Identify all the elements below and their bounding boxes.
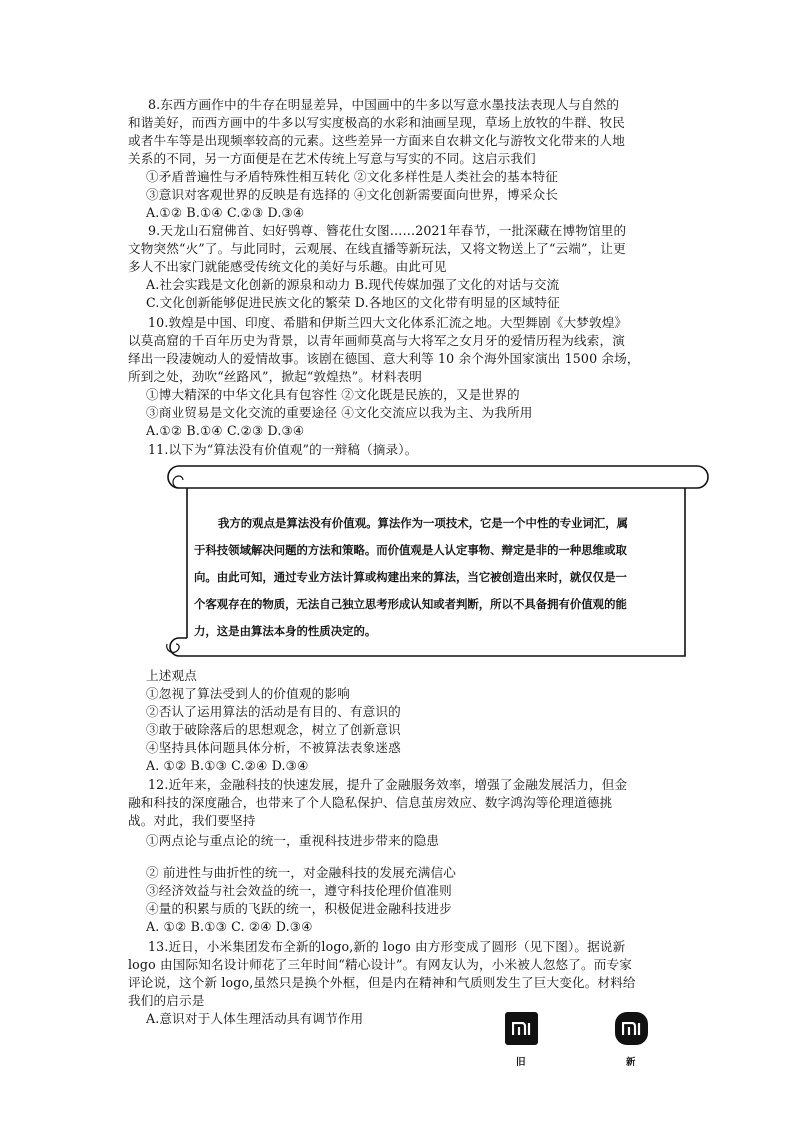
q8-choices: A.①② B.①④ C.②③ D.③④ xyxy=(146,205,305,220)
q9-line-2: 文物突然“火”了。与此同时，云观展、在线直播等新玩法，又将文物送上了“云端”，让更 xyxy=(128,241,626,256)
q10-line-2: 以莫高窟的千百年历史为背景，以青年画师莫高与大将军之女月牙的爱情历程为线索，演 xyxy=(128,333,626,348)
q8-line-3: 或者牛车等是出现频率较高的元素。这些差异一方面来自农耕文化与游牧文化带来的人地 xyxy=(128,133,626,148)
q11-option-2: ②否认了运用算法的活动是有目的、有意识的 xyxy=(146,704,401,719)
q9-line-1: 9.天龙山石窟佛首、妇好鸮尊、簪花仕女图……2021年春节，一批深藏在博物馆里的 xyxy=(148,223,627,238)
scroll-text xyxy=(194,510,686,645)
q12-line-1: 12.近年来，金融科技的快速发展，提升了金融服务效率，增强了金融发展活力，但金 xyxy=(148,777,628,792)
xiaomi-new-logo-icon xyxy=(615,1012,648,1045)
q12-option-2: ② 前进性与曲折性的统一，对金融科技的发展充满信心 xyxy=(146,865,457,880)
q13-option-a: A.意识对于人体生理活动具有调节作用 xyxy=(146,1011,364,1026)
q13-line-3: 评论说，这个新 logo,虽然只是换个外框，但是内在精神和气质则发生了巨大变化。材料给 xyxy=(128,975,636,990)
q8-option-3-4: ③意识对客观世界的反映是有选择的 ④文化创新需要面向世界，博采众长 xyxy=(146,187,558,202)
q10-choices: A.①② B.①④ C.②③ D.③④ xyxy=(146,423,305,438)
q11-option-3: ③敢于破除落后的思想观念，树立了创新意识 xyxy=(146,722,401,737)
debate-scroll-box xyxy=(157,462,710,664)
old-logo-caption: 旧 xyxy=(516,1057,526,1068)
q8-line-4: 关系的不同，另一方面便是在艺术传统上写意与写实的不同。这启示我们 xyxy=(128,151,536,166)
q11-option-1: ①忽视了算法受到人的价值观的影响 xyxy=(146,686,350,701)
q10-line-3: 绎出一段凄婉动人的爱情故事。该剧在德国、意大利等 10 余个海外国家演出 1500 余场， xyxy=(128,351,640,366)
xiaomi-old-logo-icon xyxy=(505,1012,538,1045)
q8-option-1-2: ①矛盾普遍性与矛盾特殊性相互转化 ②文化多样性是人类社会的基本特征 xyxy=(146,169,558,184)
q12-line-2: 融和科技的深度融合，也带来了个人隐私保护、信息茧房效应、数字鸿沟等伦理道德挑 xyxy=(128,795,613,810)
scroll-line-4: 个客观存在的物质，无法自己独立思考形成认知或者判断，所以不具备拥有价值观的能 xyxy=(194,597,627,611)
mi-glyph-icon xyxy=(512,1022,532,1036)
q12-option-4: ④量的积累与质的飞跃的统一，积极促进金融科技进步 xyxy=(146,901,452,916)
q13-line-1: 13.近日，小米集团发布全新的logo,新的 logo 由方形变成了圆形（见下图）。据说新 xyxy=(148,939,626,954)
q13-line-2: logo 由国际知名设计师花了三年时间“精心设计”。有网友认为，小米被人忽悠了。而专家 xyxy=(128,957,632,972)
q10-line-4: 所到之处，劲吹“丝路风”，掀起“敦煌热”。材料表明 xyxy=(128,369,422,384)
q10-line-1: 10.敦煌是中国、印度、希腊和伊斯兰四大文化体系汇流之地。大型舞剧《大梦敦煌》 xyxy=(148,315,628,330)
scroll-line-1: 我方的观点是算法没有价值观。算法作为一项技术，它是一个中性的专业词汇，属 xyxy=(218,516,629,530)
q9-line-3: 多人不出家门就能感受传统文化的美好与乐趣。由此可见 xyxy=(128,259,447,274)
q8-line-1: 8.东西方画作中的牛存在明显差异，中国画中的牛多以写意水墨技法表现人与自然的 xyxy=(148,97,620,112)
q8-line-2: 和谐美好，而西方画中的牛多以写实度极高的水彩和油画呈现，草场上放牧的牛群、牧民 xyxy=(128,115,626,130)
q10-option-3-4: ③商业贸易是文化交流的重要途径 ④文化交流应以我为主、为我所用 xyxy=(146,405,533,420)
scroll-line-3: 向。由此可知，通过专业方法计算或构建出来的算法，当它被创造出来时，就仅仅是一 xyxy=(194,570,627,584)
q10-option-1-2: ①博大精深的中华文化具有包容性 ②文化既是民族的，又是世界的 xyxy=(146,387,520,402)
q12-option-1: ①两点论与重点论的统一，重视科技进步带来的隐患 xyxy=(146,833,440,848)
scroll-line-5: 力，这是由算法本身的性质决定的。 xyxy=(194,624,377,638)
q11-option-4: ④坚持具体问题具体分析，不被算法表象迷惑 xyxy=(146,740,401,755)
q12-choices: A. ①② B.①③ C. ②④ D.③④ xyxy=(146,919,313,934)
new-logo-caption: 新 xyxy=(626,1057,636,1068)
mi-glyph-icon xyxy=(622,1022,642,1036)
scroll-line-2: 于科技领域解决问题的方法和策略。而价值观是人认定事物、辩定是非的一种思维或取 xyxy=(194,543,627,557)
q13-line-4: 我们的启示是 xyxy=(128,993,205,1008)
q11-after: 上述观点 xyxy=(146,668,197,683)
q9-option-ab: A.社会实践是文化创新的源泉和动力 B.现代传媒加强了文化的对话与交流 xyxy=(146,277,560,292)
q12-line-3: 战。对此，我们要坚持 xyxy=(128,813,256,828)
q11-stem: 11.以下为“算法没有价值观”的一辩稿（摘录）。 xyxy=(148,442,418,457)
q12-option-3: ③经济效益与社会效益的统一，遵守科技伦理价值准则 xyxy=(146,883,452,898)
q11-choices: A. ①② B.①③ C.②④ D.③④ xyxy=(146,758,309,773)
q9-option-cd: C.文化创新能够促进民族文化的繁荣 D.各地区的文化带有明显的区域特征 xyxy=(146,295,560,310)
